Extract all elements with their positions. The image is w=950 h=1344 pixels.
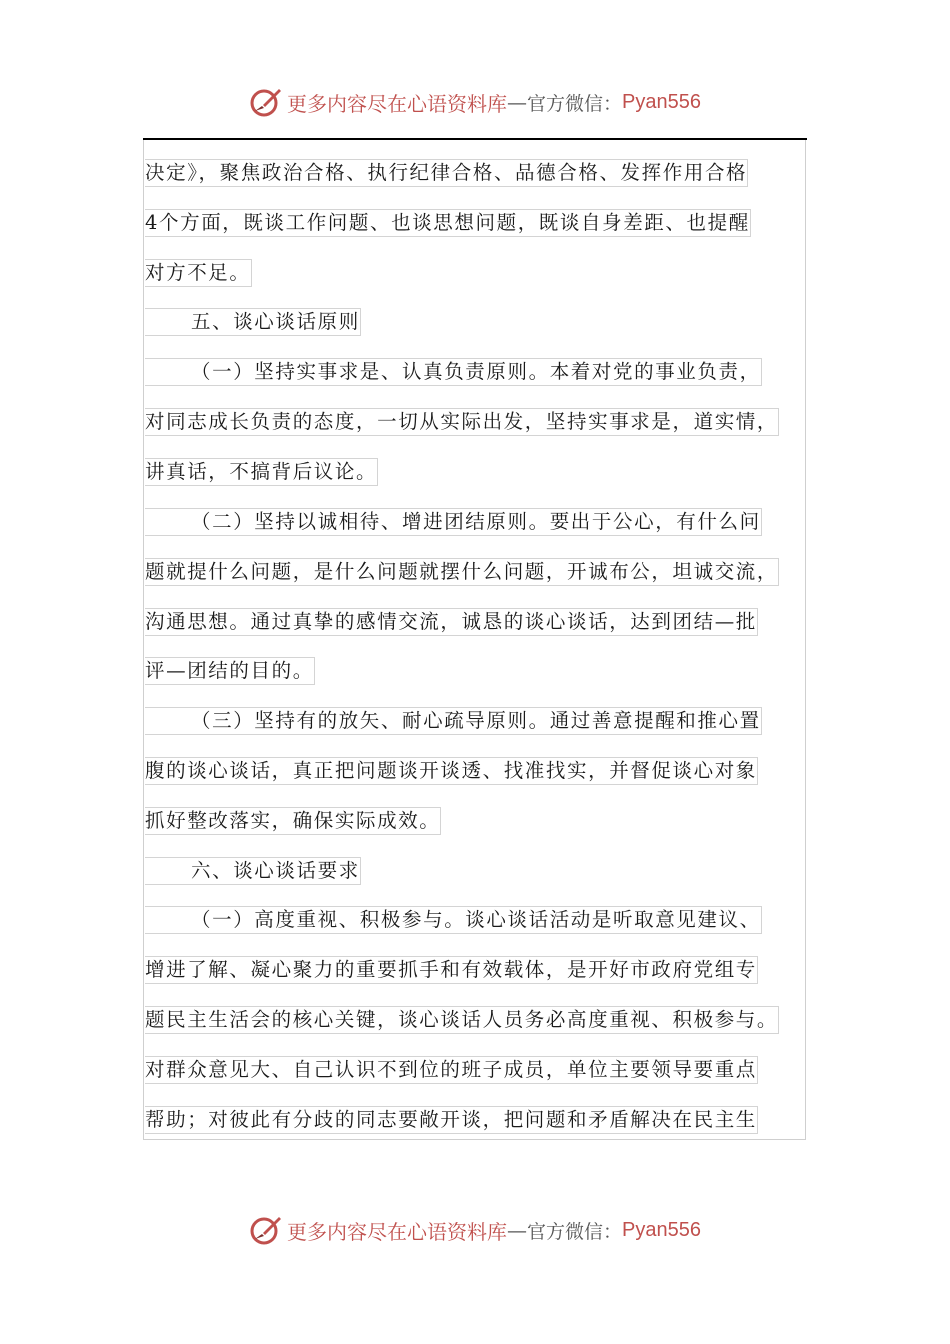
pen-nib-logo-icon <box>249 85 283 119</box>
footer-banner <box>0 1210 950 1250</box>
header-banner <box>0 82 950 122</box>
section-heading: 六、谈心谈话要求 <box>145 857 361 885</box>
text-line: （三）坚持有的放矢、耐心疏导原则。通过善意提醒和推心置 <box>145 707 762 735</box>
banner-wechat-id: Pyan556 <box>622 1218 701 1241</box>
text-line: 腹的谈心谈话，真正把问题谈开谈透、找准找实，并督促谈心对象 <box>145 757 758 785</box>
text-line: 评—团结的目的。 <box>145 657 315 685</box>
text-line: 讲真话，不搞背后议论。 <box>145 458 378 486</box>
text-line: 抓好整改落实，确保实际成效。 <box>145 807 441 835</box>
text-line: （二）坚持以诚相待、增进团结原则。要出于公心，有什么问 <box>145 508 762 536</box>
text-line: 题民主生活会的核心关键，谈心谈话人员务必高度重视、积极参与。 <box>145 1006 779 1034</box>
text-line: （一）坚持实事求是、认真负责原则。本着对党的事业负责， <box>145 358 762 386</box>
banner-dash: — <box>507 90 527 114</box>
text-line: 帮助；对彼此有分歧的同志要敞开谈，把问题和矛盾解决在民主生 <box>145 1106 758 1134</box>
text-line: 4个方面，既谈工作问题、也谈思想问题，既谈自身差距、也提醒 <box>145 209 751 237</box>
pen-nib-logo-icon <box>249 1213 283 1247</box>
text-line: 增进了解、凝心聚力的重要抓手和有效载体，是开好市政府党组专 <box>145 956 758 984</box>
content-frame <box>143 140 806 1140</box>
section-heading: 五、谈心谈话原则 <box>145 308 361 336</box>
banner-dash: — <box>507 1218 527 1242</box>
banner-title: 更多内容尽在心语资料库 <box>287 1219 507 1244</box>
banner-wechat-id: Pyan556 <box>622 90 701 113</box>
text-line: 对群众意见大、自己认识不到位的班子成员，单位主要领导要重点 <box>145 1056 758 1084</box>
text-line: （一）高度重视、积极参与。谈心谈话活动是听取意见建议、 <box>145 906 762 934</box>
banner-title: 更多内容尽在心语资料库 <box>287 91 507 116</box>
text-line: 对同志成长负责的态度，一切从实际出发，坚持实事求是，道实情， <box>145 408 779 436</box>
banner-wechat-label: 官方微信： <box>527 92 623 115</box>
text-line: 题就提什么问题，是什么问题就摆什么问题，开诚布公，坦诚交流， <box>145 558 779 586</box>
text-line: 对方不足。 <box>145 259 252 287</box>
text-line: 决定》，聚焦政治合格、执行纪律合格、品德合格、发挥作用合格 <box>145 159 748 187</box>
banner-wechat-label: 官方微信： <box>527 1220 623 1243</box>
text-line: 沟通思想。通过真挚的感情交流，诚恳的谈心谈话，达到团结—批 <box>145 608 758 636</box>
